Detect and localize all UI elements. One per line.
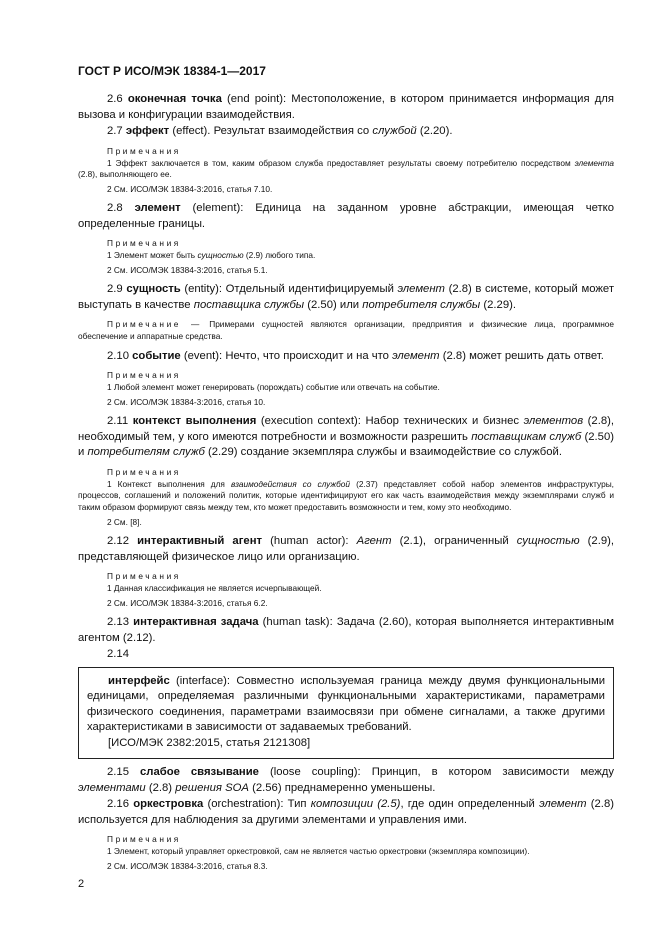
term-2-13 [78,615,614,646]
term-name: элемент [134,202,181,215]
term-definition: Результат взаимодействия со [213,125,370,137]
notes-heading: Примечания [107,370,181,381]
term-name: оркестровка [133,798,204,811]
term-number: 2.7 [107,125,123,137]
page-number: 2 [78,878,85,890]
term-number: 2.15 [107,766,129,779]
term-english: (interface): [176,674,231,687]
term-name: событие [132,349,181,362]
notes-heading: Примечания [107,834,181,845]
term-2-11: 2.11 контекст выполнения (execution context): Набор технических и бизнес элементов (2.8), необходимый тем, у кого имеются потребности и возможности разрешить поставщикам служб (2.50) и потребителям служб (2.29) создание экземпляра службы и взаимодействие со службой. [78,415,615,459]
term-number: 2.9 [107,283,123,296]
term-source: [ИСО/МЭК 2382:2015, статья 2121308] [108,736,311,749]
term-2-14 [87,674,605,736]
note: 1 Элемент может быть сущностью (2.9) любого типа. [107,250,316,261]
term-2-9: 2.9 сущность (entity): Отдельный идентифицируемый элемент (2.8) в системе, который может выступать в качестве поставщика службы (2.50) или потребителя службы (2.29). [78,283,615,311]
term-definition: Единица на заданном уровне абстракции, имеющая четко определенные границы. [78,202,615,230]
term-2-7 [78,124,614,140]
term-2-6 [78,92,614,123]
term-number: 2.16 [107,798,129,811]
note: 1 Контекст выполнения для взаимодействия со службой (2.37) представляет собой набор элементов инфраструктуры, процессов, соглашений и положений политик, которые идентифицируют его как часть взаимодействия между экземплярами служб и таким образом формируют связь между тем, кто может предоставить возможности и тем, кому это необходимо. [78,478,614,513]
term-name: интерфейс [108,674,170,687]
term-english: (event): [183,349,223,362]
term-definition: Совместно используемая граница между двумя функциональными единицами, определяемая различными функциональными характеристиками, параметрами физического соединения, параметрами взаимосвязи при обмене сигналами, а также другими характеристиками в зависимости от задаваемых требований. [87,674,606,734]
term-english: (human task): [262,616,333,629]
note: 2 См. [8]. [107,516,142,527]
term-english: (human actor): [270,535,349,548]
term-number: 2.10 [107,349,129,362]
term-2-14-box [78,667,614,760]
term-number: 2.8 [107,202,123,215]
term-english: (execution context): [260,415,361,428]
notes-heading: Примечания [107,466,181,477]
term-name: эффект [125,125,170,137]
term-reference: службой [372,125,417,137]
notes-heading: Примечания [107,571,181,582]
notes-heading: Примечания [107,145,181,156]
term-2-8 [78,201,614,232]
term-english: (end point): [227,93,287,105]
note: 1 Эффект заключается в том, каким образом служба предоставляет результаты своему потребителю посредством элемента (2.8), выполняющего ее. [78,157,615,180]
note: 2 См. ИСО/МЭК 18384-3:2016, статья 10. [107,396,266,407]
notes-heading: Примечания [107,238,181,249]
notes-heading: Примечание — [107,319,202,330]
term-number-2-14: 2.14 [107,648,129,661]
page-content [78,92,614,876]
term-number: 2.12 [107,535,129,548]
term-english: (effect). [172,125,211,137]
note: 2 См. ИСО/МЭК 18384-3:2016, статья 6.2. [107,597,268,608]
term-english: (entity): [184,283,223,296]
term-definition: Задача (2.60), которая выполняется интерактивным агентом (2.12). [78,616,615,644]
term-name: контекст выполнения [132,415,257,428]
term-name: оконечная точка [127,93,222,105]
term-2-16: 2.16 оркестровка (orchestration): Тип композиции (2.5), где один определенный элемент (2.8) используется для наблюдения за другими элементами и управления ими. [78,798,614,826]
term-definition: (2.20). [419,125,453,137]
note: 2 См. ИСО/МЭК 18384-3:2016, статья 8.3. [107,861,268,871]
term-english: (element): [192,202,244,215]
term-name: слабое связывание [140,766,259,779]
term-definition: Местоположение, в котором принимается информация для вызова и конфигурации взаимодействия. [78,93,615,121]
term-number: 2.6 [107,93,123,105]
note: 2 См. ИСО/МЭК 18384-3:2016, статья 7.10. [107,183,273,194]
page-header: ГОСТ Р ИСО/МЭК 18384-1—2017 [78,64,266,78]
term-number: 2.11 [107,415,129,428]
term-name: интерактивный агент [137,535,263,548]
term-english: (loose coupling): [269,766,361,779]
term-2-15: 2.15 слабое связывание (loose coupling): Принцип, в котором зависимости между элементами (2.8) решения SOA (2.56) преднамеренно уменьшены. [78,766,615,794]
note: 2 См. ИСО/МЭК 18384-3:2016, статья 5.1. [107,264,268,275]
note: 1 Данная классификация не является исчерпывающей. [107,583,322,594]
term-2-12: 2.12 интерактивный агент (human actor): Агент (2.1), ограниченный сущностью (2.9), представляющей физическое лицо или организацию. [78,535,615,563]
note: Примечание — Примерами сущностей являются организации, предприятия и физические лица, программное обеспечение и аппаратные средства. [78,319,614,342]
term-name: интерактивная задача [133,616,259,629]
term-number: 2.13 [107,616,129,629]
term-name: сущность [126,283,181,296]
note: 1 Элемент, который управляет оркестровкой, сам не является частью оркестровки (экземпляра композиции). [107,846,530,857]
term-2-10: 2.10 событие (event): Нечто, что происходит и на что элемент (2.8) может решить дать ответ. [107,349,604,362]
note: 1 Любой элемент может генерировать (порождать) событие или отвечать на событие. [107,382,440,393]
term-english: (orchestration): [207,798,284,811]
